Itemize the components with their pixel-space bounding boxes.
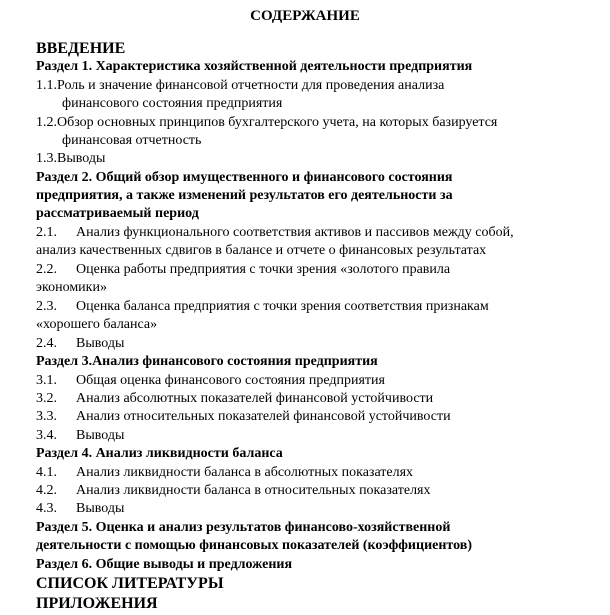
section-6-heading: Раздел 6. Общие выводы и предложения bbox=[36, 557, 293, 572]
toc-item-text: Анализ относительных показателей финансовой устойчивости bbox=[76, 409, 451, 424]
toc-item-text: Выводы bbox=[76, 501, 125, 516]
toc-item-1-1-cont: финансового состояния предприятия bbox=[62, 96, 283, 111]
page-title: СОДЕРЖАНИЕ bbox=[250, 8, 360, 24]
toc-references: СПИСОК ЛИТЕРАТУРЫ bbox=[36, 575, 224, 592]
toc-item-number: 2.1. bbox=[36, 225, 57, 240]
section-2-heading: Раздел 2. Общий обзор имущественного и финансового состояния bbox=[36, 170, 453, 185]
toc-item-2-2 bbox=[36, 261, 450, 279]
toc-item-2-4 bbox=[36, 335, 124, 353]
toc-item-text: Общая оценка финансового состояния предприятия bbox=[76, 373, 385, 388]
toc-item-number: 2.2. bbox=[36, 262, 57, 277]
section-5-heading: Раздел 5. Оценка и анализ результатов финансово-хозяйственной bbox=[36, 520, 451, 535]
toc-item-number: 1.1. bbox=[36, 78, 57, 93]
toc-item-number: 3.1. bbox=[36, 373, 57, 388]
toc-item-text: Выводы bbox=[76, 428, 125, 443]
toc-item-text: Роль и значение финансовой отчетности для проведения анализа bbox=[57, 78, 445, 93]
toc-item-2-1-cont: анализ качественных сдвигов в балансе и отчете о финансовых результатах bbox=[36, 243, 487, 258]
toc-item-1-1 bbox=[36, 77, 444, 95]
toc-item-3-3 bbox=[36, 408, 451, 426]
toc-item-4-3 bbox=[36, 500, 124, 518]
toc-appendices: ПРИЛОЖЕНИЯ bbox=[36, 595, 158, 612]
toc-item-text: Анализ ликвидности баланса в абсолютных показателях bbox=[76, 465, 414, 480]
toc-item-1-2-cont: финансовая отчетность bbox=[62, 133, 202, 148]
section-3-heading: Раздел 3.Анализ финансового состояния предприятия bbox=[36, 354, 378, 369]
toc-item-number: 2.4. bbox=[36, 336, 57, 351]
toc-item-number: 4.2. bbox=[36, 483, 57, 498]
toc-item-1-2 bbox=[36, 114, 497, 132]
toc-item-number: 2.3. bbox=[36, 299, 57, 314]
toc-item-3-1 bbox=[36, 372, 385, 390]
toc-item-text: Обзор основных принципов бухгалтерского учета, на которых базируется bbox=[57, 115, 498, 130]
section-4-heading: Раздел 4. Анализ ликвидности баланса bbox=[36, 446, 283, 461]
toc-item-3-4 bbox=[36, 427, 124, 445]
toc-item-2-3 bbox=[36, 298, 489, 316]
toc-item-text: Выводы bbox=[57, 151, 106, 166]
toc-item-number: 1.3. bbox=[36, 151, 57, 166]
toc-item-2-2-cont: экономики» bbox=[36, 280, 107, 295]
section-5-heading-cont: деятельности с помощью финансовых показателей (коэффициентов) bbox=[36, 538, 472, 553]
toc-item-2-1 bbox=[36, 224, 514, 242]
toc-item-text: Оценка работы предприятия с точки зрения «золотого правила bbox=[76, 262, 451, 277]
toc-item-text: Анализ ликвидности баланса в относительных показателях bbox=[76, 483, 431, 498]
toc-item-number: 3.4. bbox=[36, 428, 57, 443]
section-2-heading-cont: предприятия, а также изменений результатов его деятельности за bbox=[36, 188, 453, 203]
toc-item-4-2 bbox=[36, 482, 431, 500]
toc-item-text: Анализ функционального соответствия активов и пассивов между собой, bbox=[76, 225, 514, 240]
toc-item-number: 4.3. bbox=[36, 501, 57, 516]
toc-item-number: 4.1. bbox=[36, 465, 57, 480]
toc-item-number: 1.2. bbox=[36, 115, 57, 130]
section-1-heading: Раздел 1. Характеристика хозяйственной деятельности предприятия bbox=[36, 59, 473, 74]
toc-item-3-2 bbox=[36, 390, 433, 408]
toc-item-text: Оценка баланса предприятия с точки зрения соответствия признакам bbox=[76, 299, 489, 314]
toc-intro: ВВЕДЕНИЕ bbox=[36, 40, 126, 57]
toc-item-text: Анализ абсолютных показателей финансовой устойчивости bbox=[76, 391, 434, 406]
section-2-heading-cont: рассматриваемый период bbox=[36, 206, 199, 221]
toc-item-4-1 bbox=[36, 464, 413, 482]
toc-item-1-3 bbox=[36, 150, 105, 168]
toc-item-number: 3.2. bbox=[36, 391, 57, 406]
toc-item-2-3-cont: «хорошего баланса» bbox=[36, 317, 158, 332]
toc-item-text: Выводы bbox=[76, 336, 125, 351]
toc-item-number: 3.3. bbox=[36, 409, 57, 424]
